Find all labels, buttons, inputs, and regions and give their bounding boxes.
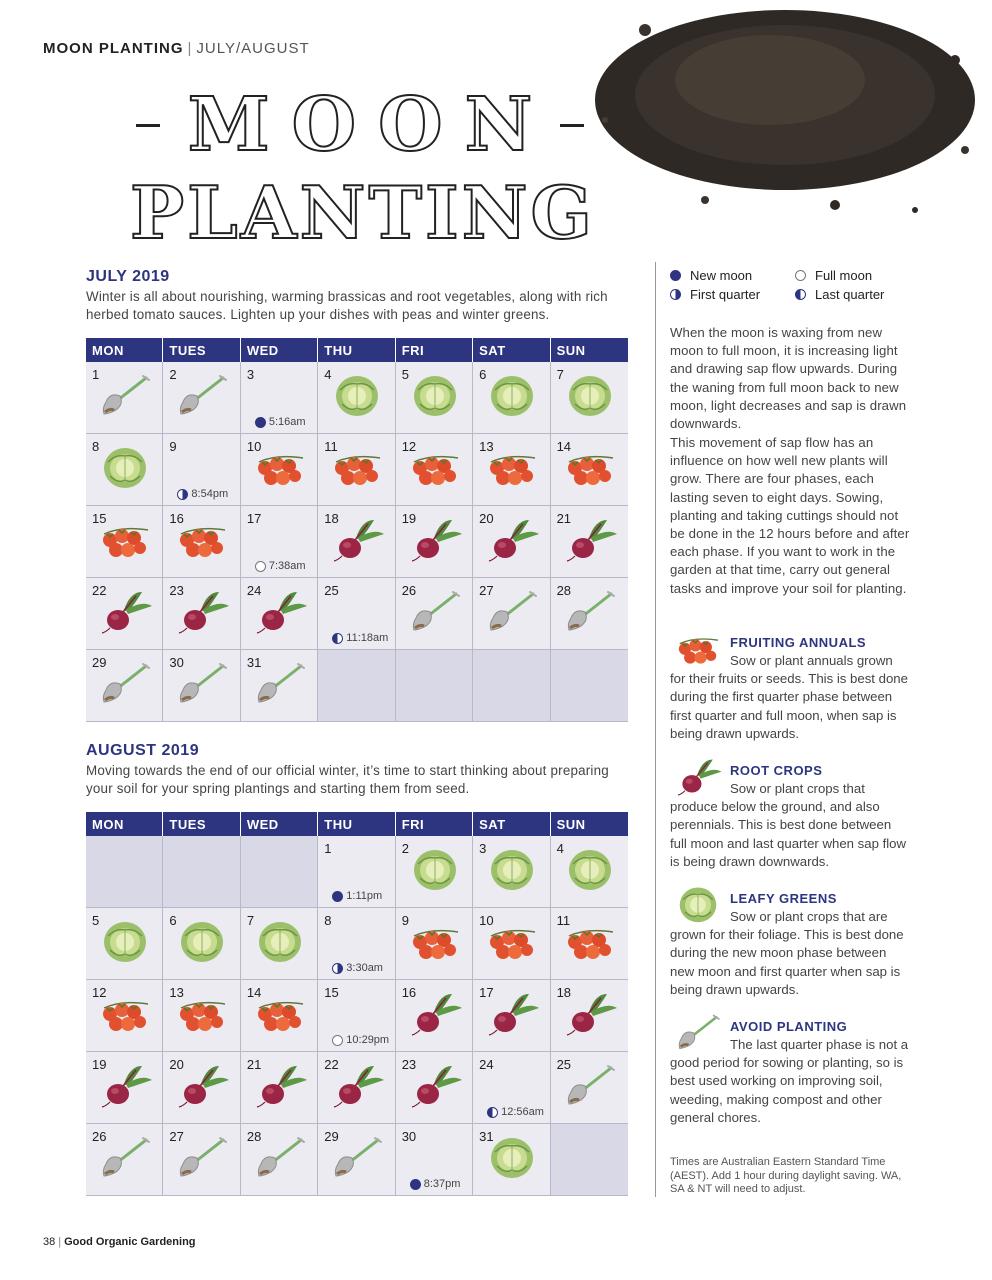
moon-phase [410,1178,461,1190]
shovel-icon [561,1062,619,1108]
moon-phase [332,890,382,902]
last-quarter-icon [795,289,806,300]
leafy-body: Sow or plant crops that are grown for their foliage. This is best done during the new moon phase between new moon and first quarter when sap is being drawn upwards. [670,909,904,997]
day-number: 28 [246,1129,262,1144]
beetroot-icon [406,1062,464,1108]
day-number: 29 [324,1129,339,1144]
root-section [670,762,910,871]
day-cell [241,362,318,434]
legend-first-label: First quarter [690,287,761,302]
day-cell [163,1124,240,1196]
beetroot-icon [406,516,464,562]
phase-time: 8:37pm [423,1178,461,1190]
phase-time: 5:16am [268,416,306,428]
day-cell [396,1124,473,1196]
weekday-sat: SAT [473,812,550,836]
new-moon-icon [410,1179,421,1190]
weekday-sun: SUN [556,817,586,832]
cabbage-icon [670,884,726,924]
day-number: 18 [324,511,339,526]
weekday-fri: FRI [396,338,473,362]
weekday-wed: WED [241,338,318,362]
day-cell [163,650,240,722]
weekday-thu: THU [318,338,395,362]
title-line-2: PLANTING [130,170,595,255]
new-moon-icon [670,270,681,281]
day-number: 3 [479,841,487,856]
day-cell [318,362,395,434]
day-number: 14 [246,985,262,1000]
day-cell [473,1124,550,1196]
beetroot-icon [328,1062,386,1108]
tomato-icon [561,444,619,490]
legend-full-label: Full moon [815,268,873,283]
day-number: 17 [479,985,494,1000]
day-cell [241,650,318,722]
cabbage-icon [483,1134,541,1180]
last-quarter-icon [332,633,343,644]
day-cell [473,836,550,908]
july-calendar [86,338,628,722]
legend-last [795,287,910,302]
cabbage-icon [406,372,464,418]
day-cell [241,1052,318,1124]
day-number: 11 [556,913,571,928]
full-moon-icon [332,1035,343,1046]
day-cell [551,908,628,980]
months-label: JULY/AUGUST [196,40,310,57]
intro-paragraph-2: This movement of sap flow has an influence on how well new plants will grow. There are four phases, each lasting seven to eight days. Sowing, planting and taking cuttings should not be done in the 12 hours before and after each phase. If you want to work in the garden at that time, carry out general tasks and improve your soil for planting. [670,435,910,596]
section-label: MOON PLANTING [43,40,184,57]
day-number: 9 [169,439,177,454]
moon-phase [255,560,306,572]
day-number: 9 [401,913,409,928]
intro-paragraph: When the moon is waxing from new moon to full moon, it is increasing light and drawing sap flow upwards. During the waning from full moon back to new moon, light decreases and sap is drawn downwards. [670,325,907,432]
cabbage-icon [251,918,309,964]
day-number: 31 [479,1129,494,1144]
day-number: 27 [169,1129,184,1144]
day-cell [163,434,240,506]
day-cell [473,1052,550,1124]
day-number: 5 [401,367,409,382]
july-grid [86,362,628,722]
day-number: 19 [401,511,417,526]
root-body: Sow or plant crops that produce below the ground, and also perennials. This is best done between full moon and last quarter when sap flow is being drawn downwards. [670,781,907,869]
weekday-mon: MON [86,338,163,362]
day-number: 26 [92,1129,107,1144]
day-number: 1 [92,367,100,382]
avoid-body: The last quarter phase is not a good period for sowing or planting, so is best used working on improving soil, weeding, making compost and other general chores. [670,1037,909,1125]
day-number: 24 [246,583,262,598]
weekday-wed: WED [241,812,318,836]
day-cell [473,434,550,506]
day-number: 6 [479,367,487,382]
empty-day-cell [241,836,318,908]
shovel-icon [96,1134,154,1180]
shovel-icon [173,660,231,706]
day-cell [86,980,163,1052]
title-dash-right [560,124,584,127]
moon-phase [332,1034,389,1046]
day-number: 10 [246,439,262,454]
weekday-thu: THU [318,812,395,836]
page-number: 38 [43,1236,56,1248]
day-cell [241,980,318,1052]
empty-day-cell [396,650,473,722]
day-number: 31 [246,655,262,670]
day-number: 17 [246,511,262,526]
day-number: 16 [169,511,184,526]
august-calendar [86,812,628,1196]
leafy-title: LEAFY GREENS [730,891,837,906]
moon-phase [487,1106,544,1118]
day-cell [163,908,240,980]
day-cell [86,578,163,650]
day-number: 13 [479,439,494,454]
day-number: 25 [556,1057,572,1072]
day-cell [163,506,240,578]
first-quarter-icon [332,963,343,974]
legend-last-label: Last quarter [815,287,885,302]
day-number: 23 [169,583,184,598]
page-footer [43,1236,196,1248]
tomato-icon [406,918,464,964]
shovel-icon [406,588,464,634]
day-cell [396,980,473,1052]
day-number: 13 [169,985,184,1000]
beetroot-icon [670,756,726,796]
root-title: ROOT CROPS [730,763,823,778]
day-number: 16 [401,985,417,1000]
shovel-icon [173,372,231,418]
day-cell [86,1052,163,1124]
day-number: 28 [556,583,572,598]
day-number: 2 [401,841,409,856]
full-moon-icon [255,561,266,572]
day-cell [241,578,318,650]
tomato-icon [483,444,541,490]
empty-day-cell [86,836,163,908]
day-number: 10 [479,913,494,928]
beetroot-icon [328,516,386,562]
beetroot-icon [251,1062,309,1108]
empty-day-cell [551,650,628,722]
empty-day-cell [163,836,240,908]
day-number: 7 [246,913,255,928]
day-cell [318,578,395,650]
beetroot-icon [483,990,541,1036]
day-cell [163,1052,240,1124]
day-cell [86,434,163,506]
tomato-icon [251,990,309,1036]
leafy-section [670,890,910,999]
day-number: 27 [479,583,494,598]
cabbage-icon [483,372,541,418]
day-number: 15 [324,985,339,1000]
day-cell [86,506,163,578]
title-dash-left [136,124,160,127]
weekday-tues: TUES [163,812,240,836]
page-header [43,40,310,57]
legend-new-label: New moon [690,268,753,283]
shovel-icon [328,1134,386,1180]
shovel-icon [561,588,619,634]
day-cell [473,980,550,1052]
day-cell [551,506,628,578]
new-moon-icon [255,417,266,428]
shovel-icon [251,1134,309,1180]
day-cell [473,362,550,434]
day-number: 30 [401,1129,417,1144]
tomato-icon [96,516,154,562]
beetroot-icon [483,516,541,562]
phase-time: 12:56am [501,1106,544,1118]
tomato-icon [96,990,154,1036]
day-number: 22 [92,583,107,598]
moon-phase [332,632,388,644]
beetroot-icon [561,516,619,562]
weekday-header [86,338,628,362]
beetroot-icon [173,588,231,634]
day-cell [318,506,395,578]
day-cell [318,434,395,506]
weekday-tues: TUES [163,338,240,362]
day-number: 5 [92,913,100,928]
day-cell [241,434,318,506]
day-cell [551,578,628,650]
day-number: 23 [401,1057,417,1072]
shovel-icon [173,1134,231,1180]
shovel-icon [670,1012,726,1052]
day-number: 21 [556,511,572,526]
day-number: 11 [324,439,338,454]
day-number: 22 [324,1057,339,1072]
july-description: Winter is all about nourishing, warming brassicas and root vegetables, along with rich herbed tomato sauces. Lighten up your dishes with peas and winter greens. [86,289,608,322]
day-number: 4 [324,367,332,382]
first-quarter-icon [670,289,681,300]
tomato-icon [328,444,386,490]
day-cell [396,362,473,434]
header-separator: | [187,40,193,57]
moon-phase [332,962,383,974]
page-title [130,82,595,255]
phase-time: 3:30am [346,962,383,974]
day-cell [396,908,473,980]
empty-day-cell [318,650,395,722]
shovel-icon [96,660,154,706]
cabbage-icon [406,846,464,892]
day-number: 1 [324,841,332,856]
soil-image [585,0,992,250]
phase-time: 8:54pm [191,488,229,500]
day-cell [551,980,628,1052]
day-cell [396,1052,473,1124]
title-word-moon: MOON [187,82,555,168]
day-cell [396,434,473,506]
phase-time: 7:38am [268,560,306,572]
day-cell [241,1124,318,1196]
beetroot-icon [561,990,619,1036]
day-cell [86,908,163,980]
day-cell [318,1052,395,1124]
day-cell [86,362,163,434]
beetroot-icon [406,990,464,1036]
column-divider [655,262,656,1197]
tomato-icon [561,918,619,964]
footer-separator: | [58,1236,62,1248]
cabbage-icon [328,372,386,418]
cabbage-icon [96,444,154,490]
last-quarter-icon [487,1107,498,1118]
day-cell [551,434,628,506]
weekday-sat: SAT [473,338,550,362]
day-number: 4 [556,841,564,856]
beetroot-icon [173,1062,231,1108]
day-cell [241,908,318,980]
day-number: 25 [324,583,339,598]
fruiting-title: FRUITING ANNUALS [730,635,867,650]
tomato-icon [670,628,726,668]
day-number: 2 [169,367,177,382]
cabbage-icon [483,846,541,892]
legend-new [670,268,795,283]
tomato-icon [251,444,309,490]
beetroot-icon [96,588,154,634]
day-cell [163,980,240,1052]
day-cell [551,1052,628,1124]
day-cell [396,506,473,578]
day-number: 7 [556,367,564,382]
day-number: 29 [92,655,107,670]
day-number: 26 [401,583,417,598]
tomato-icon [173,516,231,562]
beetroot-icon [251,588,309,634]
day-cell [473,908,550,980]
weekday-mon: MON [86,812,163,836]
day-number: 6 [169,913,177,928]
timezone-footnote: Times are Australian Eastern Standard Time (AEST). Add 1 hour during daylight saving. WA, SA & NT will need to adjust. [670,1156,902,1195]
day-number: 21 [246,1057,262,1072]
day-number: 12 [401,439,417,454]
day-number: 18 [556,985,572,1000]
august-grid [86,836,628,1196]
avoid-section [670,1018,910,1127]
legend-first [670,287,795,302]
day-number: 14 [556,439,572,454]
day-number: 19 [92,1057,107,1072]
tomato-icon [406,444,464,490]
moon-phase [255,416,306,428]
day-number: 8 [92,439,100,454]
day-cell [163,362,240,434]
weekday-fri: FRI [396,812,473,836]
day-number: 8 [324,913,332,928]
moon-phase [177,488,228,500]
august-description: Moving towards the end of our official winter, it’s time to start thinking about preparing your soil for your spring plantings and starting them from seed. [86,763,609,796]
shovel-icon [251,660,309,706]
day-cell [318,980,395,1052]
full-moon-icon [795,270,806,281]
shovel-icon [96,372,154,418]
day-cell [241,506,318,578]
moon-legend [670,268,910,302]
fruiting-body: Sow or plant annuals grown for their fruits or seeds. This is best done during the first quarter phase between first quarter and full moon, when sap is being drawn upwards. [670,653,908,741]
july-title: JULY 2019 [86,268,170,285]
tomato-icon [483,918,541,964]
day-cell [473,506,550,578]
day-number: 12 [92,985,107,1000]
august-title: AUGUST 2019 [86,742,200,759]
day-number: 24 [479,1057,494,1072]
phase-time: 10:29pm [346,1034,390,1046]
day-cell [473,578,550,650]
fruiting-section [670,634,910,743]
cabbage-icon [561,372,619,418]
empty-day-cell [473,650,550,722]
day-number: 30 [169,655,184,670]
day-cell [551,362,628,434]
weekday-header [86,812,628,836]
day-number: 3 [246,367,255,382]
beetroot-icon [96,1062,154,1108]
phase-time: 11:18am [346,632,389,644]
day-number: 20 [169,1057,184,1072]
day-cell [86,1124,163,1196]
avoid-title: AVOID PLANTING [730,1019,848,1034]
publication-name: Good Organic Gardening [64,1236,196,1248]
day-cell [396,578,473,650]
first-quarter-icon [177,489,188,500]
cabbage-icon [173,918,231,964]
day-cell [318,1124,395,1196]
cabbage-icon [96,918,154,964]
tomato-icon [173,990,231,1036]
cabbage-icon [561,846,619,892]
day-number: 20 [479,511,494,526]
day-cell [86,650,163,722]
weekday-sun: SUN [556,343,586,358]
day-cell [396,836,473,908]
shovel-icon [483,588,541,634]
empty-day-cell [551,1124,628,1196]
new-moon-icon [332,891,343,902]
day-cell [318,836,395,908]
day-cell [163,578,240,650]
title-line-1 [130,82,590,168]
legend-full [795,268,910,283]
day-number: 15 [92,511,107,526]
day-cell [318,908,395,980]
day-cell [551,836,628,908]
phase-time: 1:11pm [346,890,383,902]
